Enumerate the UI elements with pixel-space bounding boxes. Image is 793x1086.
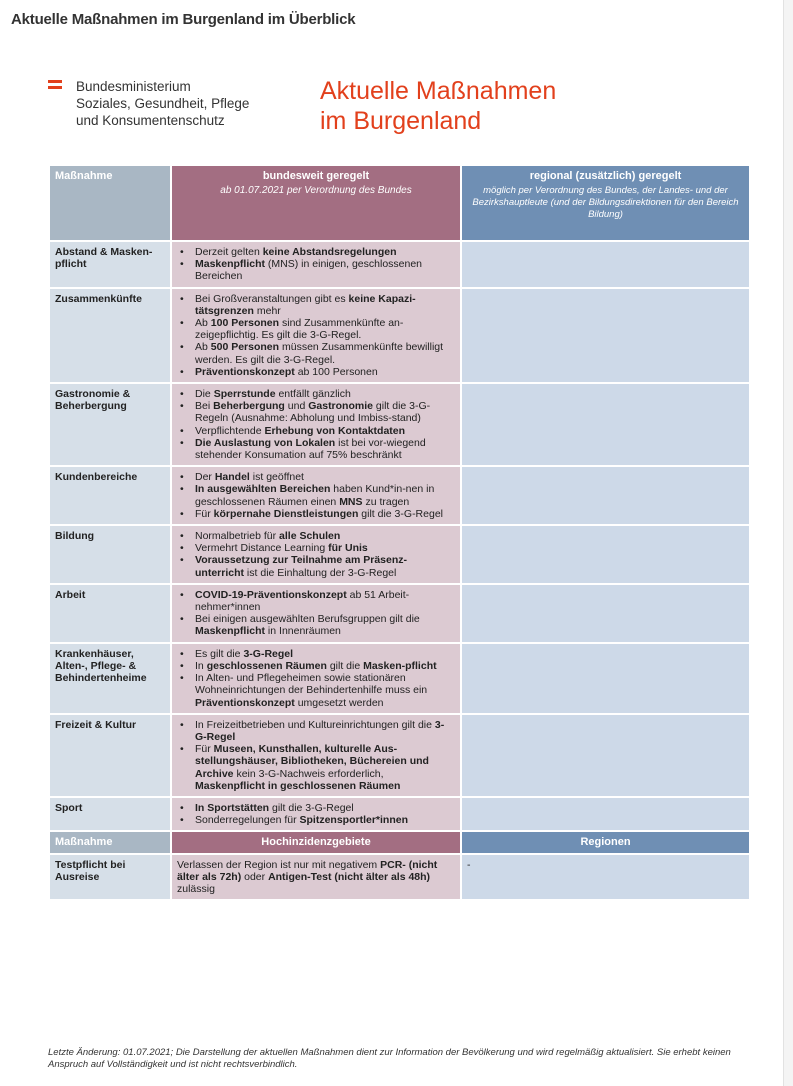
measures-list — [177, 246, 455, 283]
bold-text: geschlossenen Räumen — [206, 659, 327, 672]
list-item — [177, 366, 455, 378]
page-title: Aktuelle Maßnahmen im Burgenland im Überblick — [11, 11, 356, 28]
bold-text: keine Abstandsregelungen — [262, 246, 397, 258]
list-item — [177, 293, 455, 317]
text: Bei Großveranstaltungen gibt es — [195, 292, 349, 305]
text: Verpflichtende — [195, 424, 265, 437]
bold-text: Handel — [214, 471, 250, 484]
header2-regionen: Regionen — [462, 832, 749, 852]
list-item — [177, 554, 455, 578]
text: gilt die 3-G-Regel — [269, 801, 354, 814]
bold-text: 100 Personen — [210, 317, 280, 330]
ministry-line-1: Bundesministerium — [76, 79, 191, 94]
scrollbar[interactable] — [783, 0, 793, 1086]
row-regional-cell — [462, 289, 749, 382]
bold-text: COVID-19-Präventionskonzept — [195, 588, 347, 601]
text: Normalbetrieb für — [195, 530, 280, 543]
row-measures-cell — [172, 384, 460, 465]
list-item — [177, 648, 455, 660]
text: gilt die — [326, 659, 364, 672]
bold-text: Masken-pflicht — [363, 659, 437, 672]
table-header-row — [50, 166, 749, 240]
bold-text: MNS — [339, 495, 363, 508]
text: Es gilt die — [195, 647, 244, 660]
text: gilt die 3-G-Regel — [358, 507, 443, 520]
text: müssen Zusammenkünfte bewilligt werden. Es gilt die 3-G-Regel. — [195, 341, 444, 366]
row-regional-cell — [462, 242, 749, 287]
text: Ab — [195, 341, 211, 354]
list-item — [177, 341, 455, 365]
text: In Freizeitbetrieben und Kultureinrichtungen gilt die — [195, 718, 435, 731]
header2-massnahme: Maßnahme — [50, 832, 170, 852]
header-bundesweit — [172, 166, 460, 240]
bold-text: Museen, Kunsthallen, kulturelle Aus-stellungshäuser, Bibliotheken, Büchereien und Archive — [195, 743, 429, 780]
document-headline — [320, 76, 556, 136]
text: sind Zusammenkünfte an-zeigepflichtig. Es gilt die 3-G-Regel. — [195, 317, 404, 342]
list-item — [177, 719, 455, 743]
text: Derzeit gelten — [195, 246, 263, 258]
header-bundesweit-title: bundesweit geregelt — [262, 170, 370, 182]
list-item — [177, 660, 455, 672]
row-name: Arbeit — [50, 585, 170, 642]
bold-text: Maskenpflicht in geschlossenen Räumen — [195, 779, 401, 792]
text: Bei einigen ausgewählten Berufsgruppen gilt die — [195, 613, 420, 626]
row-measures-cell — [172, 585, 460, 642]
row-regional-cell — [462, 526, 749, 583]
text: haben Kund*in-nen in geschlossenen Räumen einen — [195, 483, 435, 508]
text: Verlassen der Region ist nur mit negativem — [177, 858, 381, 871]
text: ist geöffnet — [249, 471, 304, 484]
bold-text: 3-G-Regel — [195, 718, 445, 743]
bold-text: 500 Personen — [210, 341, 280, 354]
bold-text: Gastronomie — [308, 400, 373, 413]
table-row — [50, 384, 749, 465]
text: zulässig — [177, 882, 215, 895]
text: gilt die 3-G-Regeln (Ausnahme: Abholung und Imbiss-stand) — [195, 400, 431, 425]
text: ist bei vor-wiegend stehender Konsumation auf 75% beschränkt — [195, 436, 426, 462]
header-bundesweit-sub: ab 01.07.2021 per Verordnung des Bundes — [220, 185, 412, 197]
text: In — [195, 659, 207, 672]
measures-list — [177, 293, 455, 378]
text: ist die Einhaltung der 3-G-Regel — [244, 566, 397, 579]
text: Ab — [195, 317, 211, 330]
row-regional-cell — [462, 798, 749, 830]
row-regional-cell — [462, 644, 749, 713]
list-item — [177, 317, 455, 341]
ministry-logo-text — [76, 78, 249, 129]
row-name: Freizeit & Kultur — [50, 715, 170, 796]
row-measures-cell — [172, 715, 460, 796]
table-row — [50, 242, 749, 287]
bold-text: In Sportstätten — [195, 801, 270, 814]
list-item — [177, 589, 455, 613]
text: ab 100 Personen — [294, 365, 378, 378]
measures-list — [177, 719, 455, 792]
measures-list — [177, 802, 455, 826]
text: Für — [195, 743, 214, 756]
list-item — [177, 471, 455, 483]
bold-text: Erhebung von Kontaktdaten — [264, 424, 406, 437]
table-row — [50, 585, 749, 642]
headline-line-1: Aktuelle Maßnahmen — [320, 77, 557, 105]
row-name: Gastronomie & Beherbergung — [50, 384, 170, 465]
bold-text: für Unis — [328, 542, 368, 555]
measures-table — [48, 164, 751, 901]
header-regional-title: regional (zusätzlich) geregelt — [529, 170, 682, 182]
header-regional-sub: möglich per Verordnung des Bundes, der Landes- und der Bezirkshauptleute (und der Bildungsdirektionen für den Bereich Bildung) — [472, 185, 739, 221]
list-item — [177, 508, 455, 520]
text: (MNS) in einigen, geschlossenen Bereichen — [195, 258, 423, 283]
list-item — [177, 400, 455, 424]
list-item — [177, 425, 455, 437]
row-measures-cell — [172, 526, 460, 583]
bold-text: Antigen-Test (nicht älter als 48h) — [268, 870, 431, 883]
table-row — [50, 798, 749, 830]
bold-text: Präventionskonzept — [195, 365, 295, 378]
list-item — [177, 483, 455, 507]
list-item — [177, 530, 455, 542]
list-item — [177, 437, 455, 461]
row-measures-text — [172, 855, 460, 900]
table-row — [50, 715, 749, 796]
list-item — [177, 613, 455, 637]
table-header-row-2 — [50, 832, 749, 852]
measures-list — [177, 530, 455, 579]
measures-list — [177, 648, 455, 709]
list-item — [177, 672, 455, 709]
ministry-line-2: Soziales, Gesundheit, Pflege — [76, 96, 250, 111]
text: Die — [195, 388, 214, 401]
bold-text: Maskenpflicht — [195, 258, 266, 271]
bold-text: In ausgewählten Bereichen — [195, 483, 331, 496]
row-measures-cell — [172, 242, 460, 287]
table-row — [50, 644, 749, 713]
list-item — [177, 814, 455, 826]
row-measures-cell — [172, 467, 460, 524]
disclaimer-footer: Letzte Änderung: 01.07.2021; Die Darstellung der aktuellen Maßnahmen dient zur Information der Bevölkerung und wird regelmäßig aktualisiert. Sie erhebt keinen Anspruch auf Vollständigkeit und ist nicht rechtsverbindlich. — [48, 1047, 731, 1070]
row-regional-cell — [462, 585, 749, 642]
text: ab 51 Arbeit-nehmer*innen — [195, 588, 410, 614]
text: Für — [195, 507, 214, 520]
list-item — [177, 802, 455, 814]
bold-text: Maskenpflicht — [195, 625, 266, 638]
measures-list — [177, 388, 455, 461]
text: mehr — [253, 304, 281, 317]
text: und — [284, 400, 309, 413]
bold-text: körpernahe Dienstleistungen — [213, 507, 359, 520]
text: Der — [195, 471, 215, 484]
row-name: Abstand & Masken-pflicht — [50, 242, 170, 287]
row-name: Testpflicht bei Ausreise — [50, 855, 170, 900]
row-regional-cell — [462, 467, 749, 524]
text: Bei — [195, 400, 214, 413]
row-measures-cell — [172, 644, 460, 713]
text: Vermehrt Distance Learning — [195, 542, 329, 555]
austria-flag-icon — [48, 80, 62, 89]
list-item — [177, 542, 455, 554]
measures-list — [177, 471, 455, 520]
text: In Alten- und Pflegeheimen sowie stationären Wohneinrichtungen der Behindertenhilfe muss ein — [195, 672, 428, 697]
text: zu tragen — [362, 495, 410, 508]
text: in Innenräumen — [265, 625, 341, 638]
row-measures-cell — [172, 798, 460, 830]
text: umgesetzt werden — [294, 696, 384, 709]
list-item — [177, 246, 455, 258]
bold-text: 3-G-Regel — [243, 647, 294, 660]
row-measures-cell — [172, 289, 460, 382]
header2-hochinzidenz: Hochinzidenzgebiete — [172, 832, 460, 852]
bold-text: Beherbergung — [213, 400, 285, 413]
bold-text: Die Auslastung von Lokalen — [195, 436, 336, 449]
row-name: Bildung — [50, 526, 170, 583]
row-name: Krankenhäuser, Alten-, Pflege- & Behindertenheime — [50, 644, 170, 713]
header-regional — [462, 166, 749, 240]
table-row — [50, 289, 749, 382]
text: entfällt gänzlich — [275, 388, 351, 401]
row-regional-cell: - — [462, 855, 749, 900]
list-item — [177, 388, 455, 400]
bold-text: Präventionskonzept — [195, 696, 295, 709]
measures-list — [177, 589, 455, 638]
table-row-testpflicht — [50, 855, 749, 900]
row-regional-cell — [462, 384, 749, 465]
text: kein 3-G-Nachweis erforderlich, — [233, 767, 384, 780]
list-item — [177, 258, 455, 282]
bold-text: PCR- (nicht älter als 72h) — [177, 858, 438, 883]
header-massnahme: Maßnahme — [50, 166, 170, 240]
row-name: Sport — [50, 798, 170, 830]
list-item — [177, 743, 455, 792]
text: Sonderregelungen für — [195, 814, 300, 827]
bold-text: Spitzensportler*innen — [299, 814, 409, 827]
table-row — [50, 467, 749, 524]
bold-text: Sperrstunde — [213, 388, 276, 401]
bold-text: Voraussetzung zur Teilnahme am Präsenz-unterricht — [195, 554, 407, 579]
text: oder — [241, 870, 269, 883]
row-name: Kundenbereiche — [50, 467, 170, 524]
row-regional-cell — [462, 715, 749, 796]
bold-text: keine Kapazi-tätsgrenzen — [195, 292, 416, 317]
table-row — [50, 526, 749, 583]
bold-text: alle Schulen — [279, 530, 341, 543]
row-name: Zusammenkünfte — [50, 289, 170, 382]
ministry-line-3: und Konsumentenschutz — [76, 113, 225, 128]
headline-line-2: im Burgenland — [320, 107, 482, 135]
